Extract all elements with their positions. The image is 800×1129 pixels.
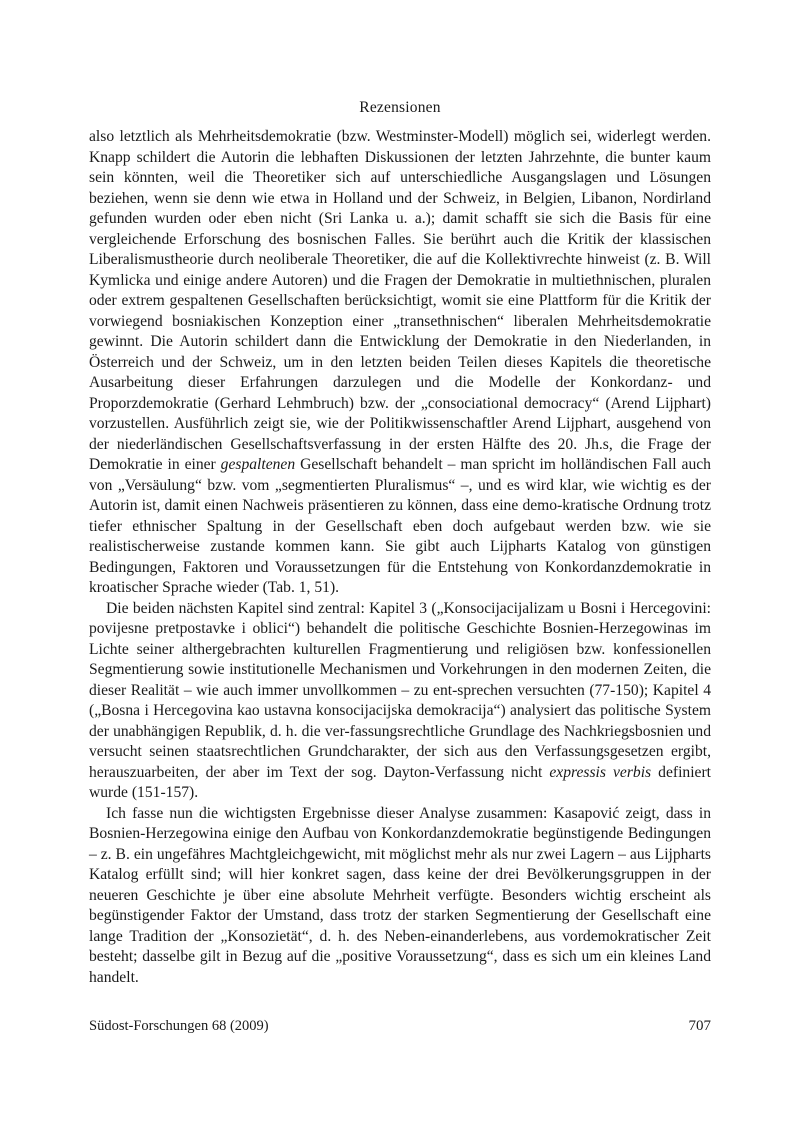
journal-citation: Südost-Forschungen 68 (2009) xyxy=(89,1018,269,1034)
emphasis-run: gespaltenen xyxy=(220,456,296,473)
page-footer xyxy=(89,1018,711,1035)
paragraph-3 xyxy=(89,804,711,989)
text-run: definiert wurde (151-157). xyxy=(89,763,711,801)
page-number: 707 xyxy=(688,1018,711,1034)
text-run: Die beiden nächsten Kapitel sind zentral: Kapitel 3 („Konsocijacijalizam u Bosni i Hercegovini: povijesne pretpostavke i oblici“) behandelt die politische Geschichte Bosnien-Herzegowinas im Lichte seiner althergebrachten kulturellen Fragmentierung und religiösen bzw. konfessionellen Segmentierung sowie institutionelle Mechanismen und Vorkehrungen in den modernen Zeiten, die dieser Realität – wie auch immer unvollkommen – zu ent-sprechen versuchten (77-150); Kapitel 4 („Bosna i Hercegovina kao ustavna konsocijacijska demokracija“) analysiert das politische System der unabhängigen Republik, d. h. die ver-fassungsrechtliche Grundlage des Nachkriegsbosnien und versucht seinen staatsrechtlichen Grundcharakter, der sich aus den Verfassungsgesetzen ergibt, herauszuarbeiten, der aber im Text der sog. Dayton-Verfassung nicht xyxy=(89,599,711,781)
running-title: Rezensionen xyxy=(359,99,441,116)
text-run: Ich fasse nun die wichtigsten Ergebnisse dieser Analyse zusammen: Kasapović zeigt, dass in Bosnien-Herzegowina einige den Aufbau von Konkordanzdemokratie begünstigende Bedingungen – z. B. ein ungefähres Machtgleichgewicht, mit möglichst mehr als nur zwei Lagern – aus Lijpharts Katalog erfüllt sind; will hier konkret sagen, dass keine der drei Bevölkerungsgruppen in der neueren Geschichte je über eine absolute Mehrheit verfügte. Besonders wichtig erscheint als begünstigender Faktor der Umstand, dass trotz der starken Segmentierung der Gesellschaft eine lange Tradition der „Konsozietät“, d. h. des Neben-einanderlebens, aus vordemokratischer Zeit besteht; dasselbe gilt in Bezug auf die „positive Voraussetzung“, dass es sich um ein kleines Land handelt. xyxy=(89,804,711,986)
text-run: Gesellschaft behandelt – man spricht im holländischen Fall auch von „Versäulung“ bzw. vom „segmentierten Pluralismus“ –, und es wird klar, wie wichtig es der Autorin ist, damit einen Nachweis präsentieren zu können, dass eine demo-kratische Ordnung trotz tiefer ethnischer Spaltung in der Gesellschaft eben doch aufgebaut werden bzw. wie sie realistischerweise zustande kommen kann. Sie gibt auch Lijpharts Katalog von günstigen Bedingungen, Faktoren und Voraussetzungen für die Entstehung von Konkordanzdemokratie in kroatischer Sprache wieder (Tab. 1, 51). xyxy=(89,456,711,596)
text-run: also letztlich als Mehrheitsdemokratie (bzw. Westminster-Modell) möglich sei, widerlegt werden. Knapp schildert die Autorin die lebhaften Diskussionen der letzten Jahrzehnte, die bunter kaum sein könnten, weil die Theoretiker sich auf unterschiedliche Ausgangslagen und Lösungen beziehen, wenn sie denn wie etwa in Holland und der Schweiz, in Belgien, Libanon, Nordirland gefunden wurden oder eben nicht (Sri Lanka u. a.); damit schafft sie sich die Basis für eine vergleichende Erforschung des bosnischen Falles. Sie berührt auch die Kritik der klassischen Liberalismustheorie durch neoliberale Theoretiker, die auf die Kollektivrechte hinweist (z. B. Will Kymlicka und einige andere Autoren) und die Fragen der Demokratie in multiethnischen, pluralen oder extrem gespaltenen Gesellschaften berücksichtigt, womit sie eine Plattform für die Kritik der vorwiegend bosniakischen Konzeption einer „transethnischen“ liberalen Mehrheitsdemokratie gewinnt. Die Autorin schildert dann die Entwicklung der Demokratie in den Niederlanden, in Österreich und der Schweiz, um in den letzten beiden Teilen dieses Kapitels die theoretische Ausarbeitung dieser Erfahrungen darzulegen und die Modelle der Konkordanz- und Proporzdemokratie (Gerhard Lehmbruch) bzw. der „consociational democracy“ (Arend Lijphart) vorzustellen. Ausführlich zeigt sie, wie der Politikwissenschaftler Arend Lijphart, ausgehend von der niederländischen Gesellschaftsverfassung in der ersten Hälfte des 20. Jh.s, die Frage der Demokratie in einer xyxy=(89,128,711,473)
paragraph-1 xyxy=(89,127,711,599)
emphasis-run: expressis verbis xyxy=(549,763,652,781)
article-body xyxy=(89,127,711,988)
paragraph-2 xyxy=(89,599,711,804)
